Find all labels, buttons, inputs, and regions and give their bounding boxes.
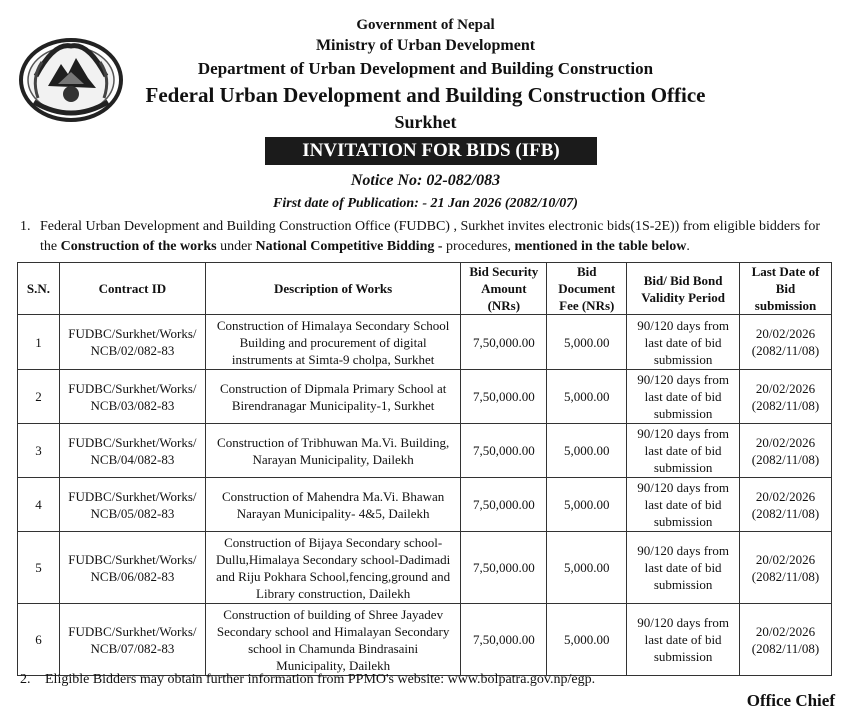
cell-last-date: 20/02/2026 (2082/11/08) bbox=[740, 604, 832, 676]
publication-date: First date of Publication: - 21 Jan 2026 (2082/10/07) bbox=[273, 196, 578, 211]
cell-bid-security: 7,50,000.00 bbox=[461, 370, 547, 424]
notice-number: Notice No: 02-082/083 bbox=[350, 172, 501, 189]
cell-validity: 90/120 days from last date of bid submission bbox=[627, 604, 740, 676]
cell-validity: 90/120 days from last date of bid submission bbox=[627, 532, 740, 604]
cell-validity: 90/120 days from last date of bid submission bbox=[627, 315, 740, 370]
cell-bid-security: 7,50,000.00 bbox=[461, 532, 547, 604]
cell-contract-id: FUDBC/Surkhet/Works/ NCB/05/082-83 bbox=[59, 478, 205, 532]
cell-bid-security: 7,50,000.00 bbox=[461, 478, 547, 532]
cell-description: Construction of Bijaya Secondary school-Dullu,Himalaya Secondary school-Dadimadi and Riju Pokhara School,fencing,ground and Library construction, Dailekh bbox=[205, 532, 460, 604]
header-validity: Bid/ Bid Bond Validity Period bbox=[627, 263, 740, 315]
cell-document-fee: 5,000.00 bbox=[547, 478, 627, 532]
cell-last-date: 20/02/2026 (2082/11/08) bbox=[740, 532, 832, 604]
cell-sn: 5 bbox=[18, 532, 60, 604]
cell-bid-security: 7,50,000.00 bbox=[461, 424, 547, 478]
cell-contract-id: FUDBC/Surkhet/Works/ NCB/06/082-83 bbox=[59, 532, 205, 604]
note-text: Eligible Bidders may obtain further information from PPMO's website: www.bolpatra.gov.np/egp. bbox=[45, 672, 596, 687]
cell-document-fee: 5,000.00 bbox=[547, 424, 627, 478]
table-row bbox=[18, 532, 832, 604]
cell-contract-id: FUDBC/Surkhet/Works/ NCB/03/082-83 bbox=[59, 370, 205, 424]
cell-contract-id: FUDBC/Surkhet/Works/ NCB/04/082-83 bbox=[59, 424, 205, 478]
cell-last-date: 20/02/2026 (2082/11/08) bbox=[740, 315, 832, 370]
cell-sn: 2 bbox=[18, 370, 60, 424]
cell-description: Construction of Mahendra Ma.Vi. Bhawan Narayan Municipality- 4&5, Dailekh bbox=[205, 478, 460, 532]
department-title: Department of Urban Development and Building Construction bbox=[197, 59, 654, 78]
header-description: Description of Works bbox=[205, 263, 460, 315]
note-number: 2. bbox=[20, 672, 31, 687]
paragraph-number: 1. bbox=[20, 219, 31, 234]
header-contract-id: Contract ID bbox=[59, 263, 205, 315]
header-last-date: Last Date of Bid submission bbox=[740, 263, 832, 315]
signature-office-chief: Office Chief bbox=[746, 691, 835, 710]
office-location: Surkhet bbox=[394, 112, 457, 132]
cell-document-fee: 5,000.00 bbox=[547, 604, 627, 676]
cell-validity: 90/120 days from last date of bid submission bbox=[627, 478, 740, 532]
cell-description: Construction of Himalaya Secondary School Building and procurement of digital instruments at Simta-9 cholpa, Surkhet bbox=[205, 315, 460, 370]
cell-document-fee: 5,000.00 bbox=[547, 370, 627, 424]
cell-contract-id: FUDBC/Surkhet/Works/ NCB/02/082-83 bbox=[59, 315, 205, 370]
ministry-title: Ministry of Urban Development bbox=[315, 37, 536, 54]
government-title: Government of Nepal bbox=[356, 17, 495, 33]
cell-description: Construction of Dipmala Primary School at Birendranagar Municipality-1, Surkhet bbox=[205, 370, 460, 424]
bids-table bbox=[17, 262, 832, 676]
office-title: Federal Urban Development and Building Construction Office bbox=[145, 83, 706, 107]
table-row bbox=[18, 424, 832, 478]
table-header-row bbox=[18, 263, 832, 315]
cell-description: Construction of Tribhuwan Ma.Vi. Building, Narayan Municipality, Dailekh bbox=[205, 424, 460, 478]
cell-contract-id: FUDBC/Surkhet/Works/ NCB/07/082-83 bbox=[59, 604, 205, 676]
ifb-heading: INVITATION FOR BIDS (IFB) bbox=[265, 137, 597, 165]
cell-bid-security: 7,50,000.00 bbox=[461, 315, 547, 370]
paragraph-text: Federal Urban Development and Building Construction Office (FUDBC) , Surkhet invites electronic bids(1S-2E)) from eligible bidders for the Construction of the works under National Competitive Bidding - procedures, mentioned in the table below. bbox=[40, 219, 821, 254]
cell-sn: 1 bbox=[18, 315, 60, 370]
header-document-fee: Bid Document Fee (NRs) bbox=[547, 263, 627, 315]
cell-document-fee: 5,000.00 bbox=[547, 532, 627, 604]
cell-sn: 4 bbox=[18, 478, 60, 532]
cell-description: Construction of building of Shree Jayadev Secondary school and Himalayan Secondary school in Chamunda Bindrasaini Municipality, Dailekh bbox=[205, 604, 460, 676]
header-bid-security: Bid Security Amount (NRs) bbox=[461, 263, 547, 315]
cell-last-date: 20/02/2026 (2082/11/08) bbox=[740, 370, 832, 424]
table-row bbox=[18, 370, 832, 424]
table-row bbox=[18, 315, 832, 370]
table-row bbox=[18, 604, 832, 676]
header-sn: S.N. bbox=[18, 263, 60, 315]
cell-last-date: 20/02/2026 (2082/11/08) bbox=[740, 424, 832, 478]
cell-validity: 90/120 days from last date of bid submission bbox=[627, 370, 740, 424]
cell-bid-security: 7,50,000.00 bbox=[461, 604, 547, 676]
cell-document-fee: 5,000.00 bbox=[547, 315, 627, 370]
cell-sn: 3 bbox=[18, 424, 60, 478]
cell-validity: 90/120 days from last date of bid submission bbox=[627, 424, 740, 478]
table-row bbox=[18, 478, 832, 532]
cell-sn: 6 bbox=[18, 604, 60, 676]
cell-last-date: 20/02/2026 (2082/11/08) bbox=[740, 478, 832, 532]
